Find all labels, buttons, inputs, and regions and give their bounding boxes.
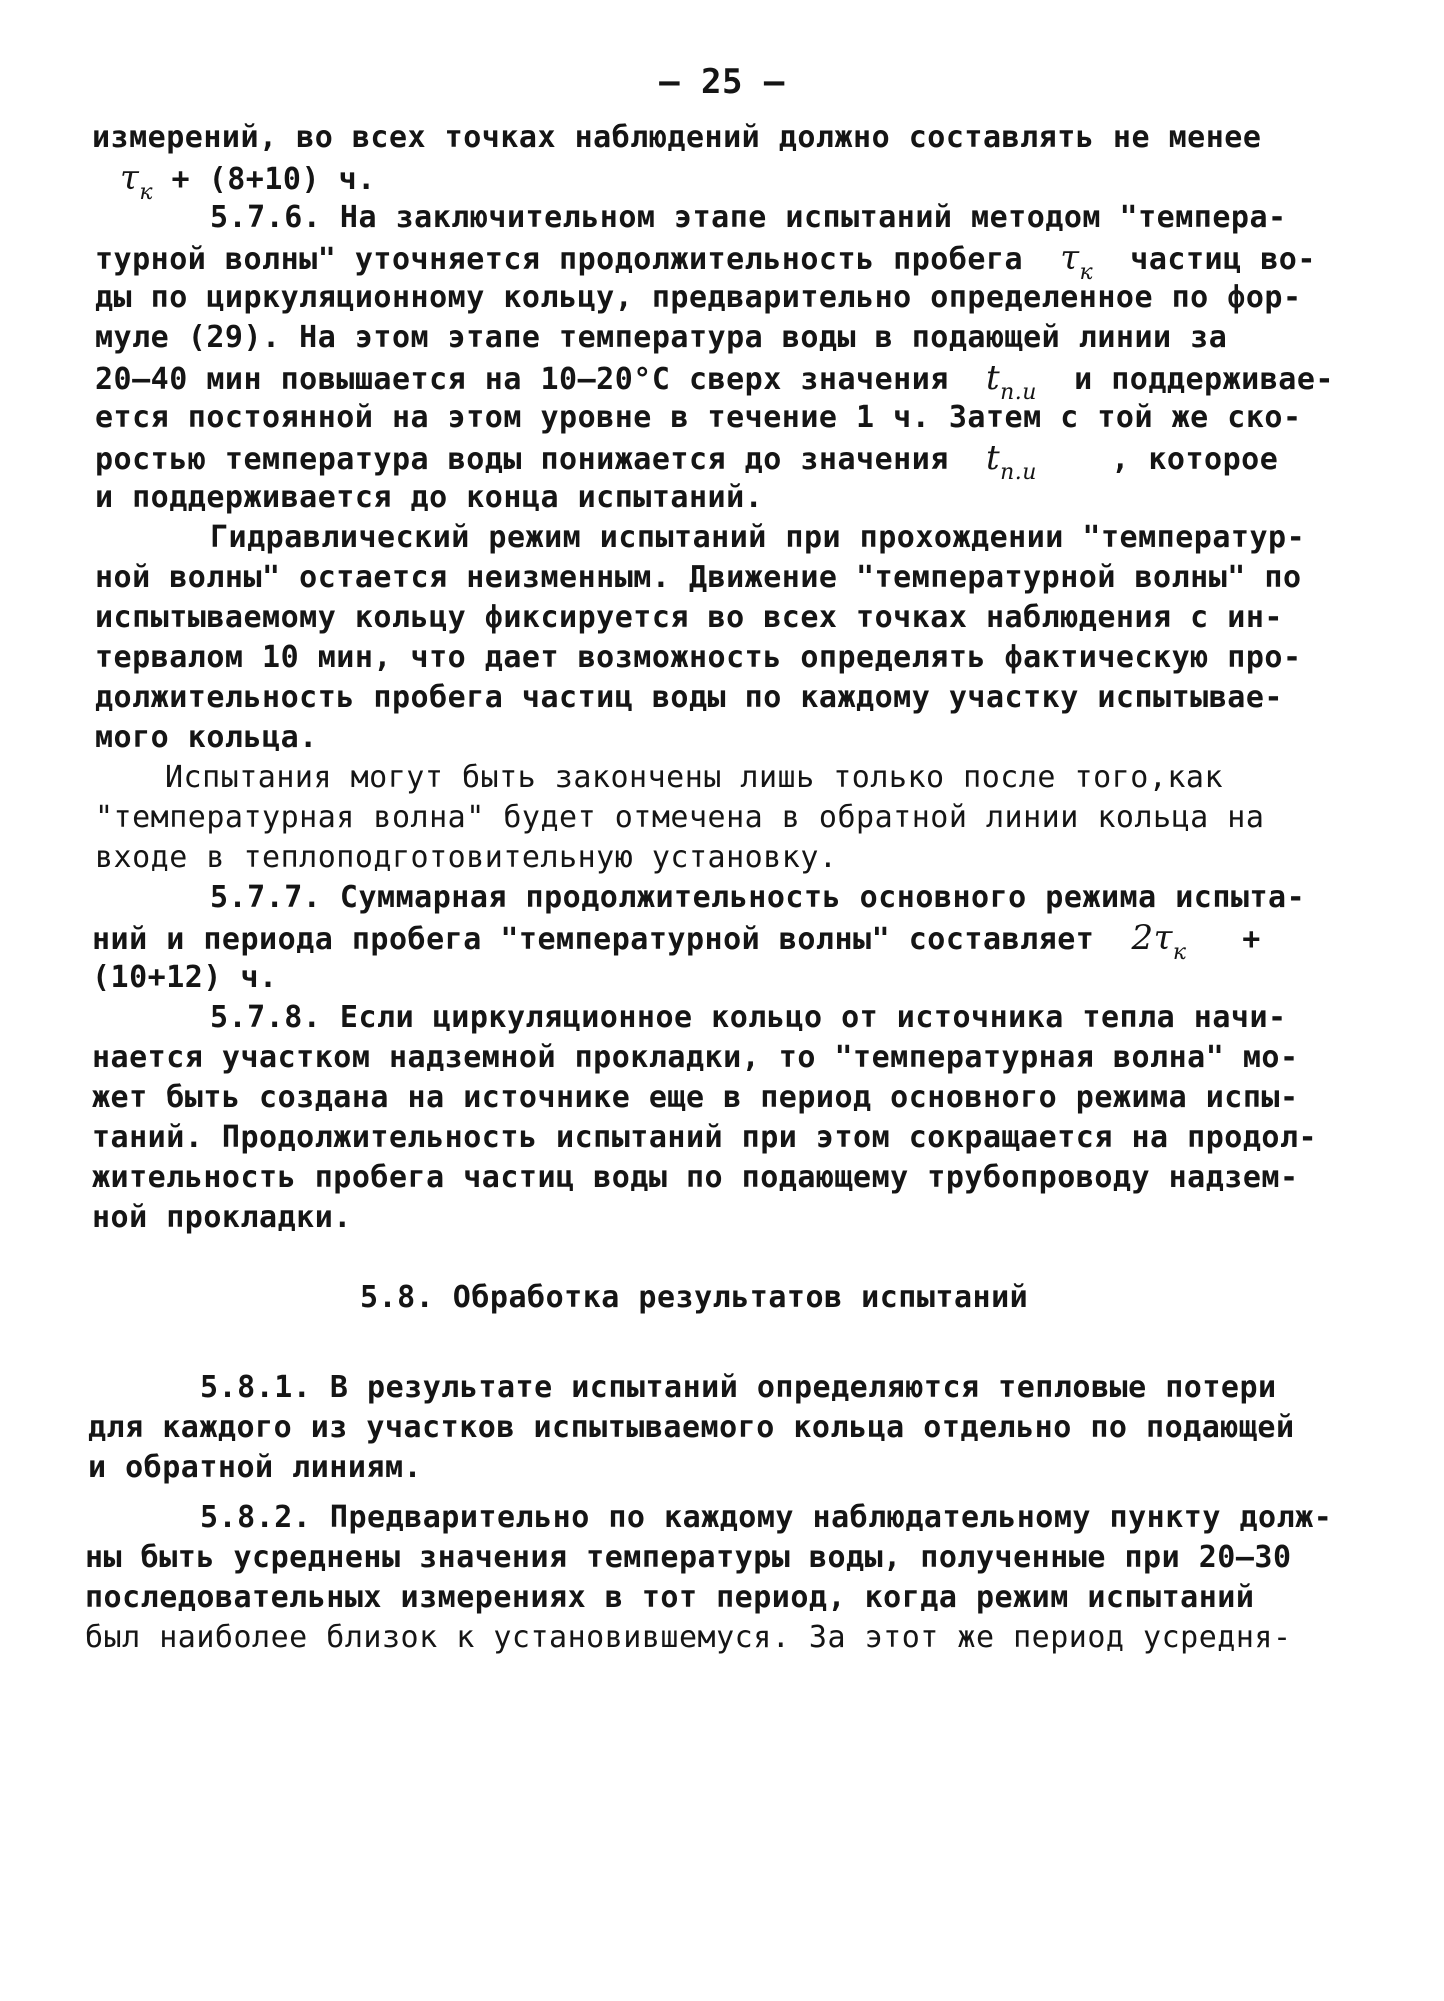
text-line: нается участком надземной прокладки, то "температурная волна" мо- [92,1040,1299,1075]
page-number: – 25 – [659,62,785,102]
text-line: для каждого из участков испытываемого кольца отдельно по подающей [88,1410,1295,1445]
two-tau-k-symbol: $2\tau_к$ [1131,918,1187,965]
text-line: ется постоянной на этом уровне в течение 1 ч. Затем с той же ско- [95,400,1302,435]
text-line: жительность пробега частиц воды по подающему трубопроводу надзем- [92,1160,1299,1195]
text-line: таний. Продолжительность испытаний при этом сокращается на продол- [92,1120,1318,1155]
text-line: Испытания могут быть закончены лишь только после того,как [165,760,1224,795]
text-line: (10+12) ч. [92,960,278,995]
text-line: испытываемому кольцу фиксируется во всех точках наблюдения с ин- [95,600,1283,635]
text-line: ной прокладки. [92,1200,352,1235]
t-pi-symbol: $t_{п.и}$ [985,438,1037,485]
text-fragment: 20–40 мин повышается на 10–20°С сверх значения [95,362,949,397]
text-line: и обратной линиям. [88,1450,423,1485]
text-line: 5.8.2. Предварительно по каждому наблюдательному пункту долж- [200,1500,1333,1535]
text-line: и поддерживается до конца испытаний. [95,480,764,515]
text-fragment: ний и периода пробега "температурной волны" составляет [92,922,1095,957]
text-line: "температурная волна" будет отмечена в обратной линии кольца на [95,800,1265,835]
text-line: был наиболее близок к установившемуся. За этот же период усредня- [85,1620,1292,1655]
text-line: измерений, во всех точках наблюдений должно составлять не менее [92,120,1262,155]
text-line: должительность пробега частиц воды по каждому участку испытывае- [95,680,1283,715]
text-line: входе в теплоподготовительную установку. [95,840,838,875]
text-line: 5.7.7. Суммарная продолжительность основного режима испыта- [210,880,1306,915]
text-line: муле (29). На этом этапе температура воды в подающей линии за [95,320,1228,355]
text-fragment: ростью температура воды понижается до значения [95,442,949,477]
tau-k-symbol: $\tau_к$ [1060,238,1094,285]
text-line: жет быть создана на источнике еще в период основного режима испы- [92,1080,1299,1115]
text-line: ды по циркуляционному кольцу, предварительно определенное по фор- [95,280,1302,315]
text-line: тервалом 10 мин, что дает возможность определять фактическую про- [95,640,1302,675]
text-line: Гидравлический режим испытаний при прохождении "температур- [210,520,1306,555]
text-fragment: + [1242,922,1261,957]
text-fragment: и поддерживае- [1074,362,1334,397]
text-line: мого кольца. [95,720,318,755]
tau-k-symbol: $\tau_к$ [120,158,153,205]
text-fragment: + (8+10) ч. [171,162,376,197]
text-fragment: турной волны" уточняется продолжительность пробега [95,242,1024,277]
text-line: ны быть усреднены значения температуры воды, полученные при 20–30 [85,1540,1292,1575]
text-line: последовательных измерениях в тот период, когда режим испытаний [85,1580,1255,1615]
text-line: 5.7.8. Если циркуляционное кольцо от источника тепла начи- [210,1000,1287,1035]
text-fragment: , которое [1111,442,1279,477]
text-line: ной волны" остается неизменным. Движение "температурной волны" по [95,560,1302,595]
t-pi-symbol: $t_{п.и}$ [985,358,1037,405]
text-line: 5.7.6. На заключительном этапе испытаний методом "темпера- [210,200,1287,235]
section-heading: 5.8. Обработка результатов испытаний [360,1280,1029,1315]
text-fragment: частиц во- [1130,242,1316,277]
text-line: 5.8.1. В результате испытаний определяются тепловые потери [200,1370,1277,1405]
